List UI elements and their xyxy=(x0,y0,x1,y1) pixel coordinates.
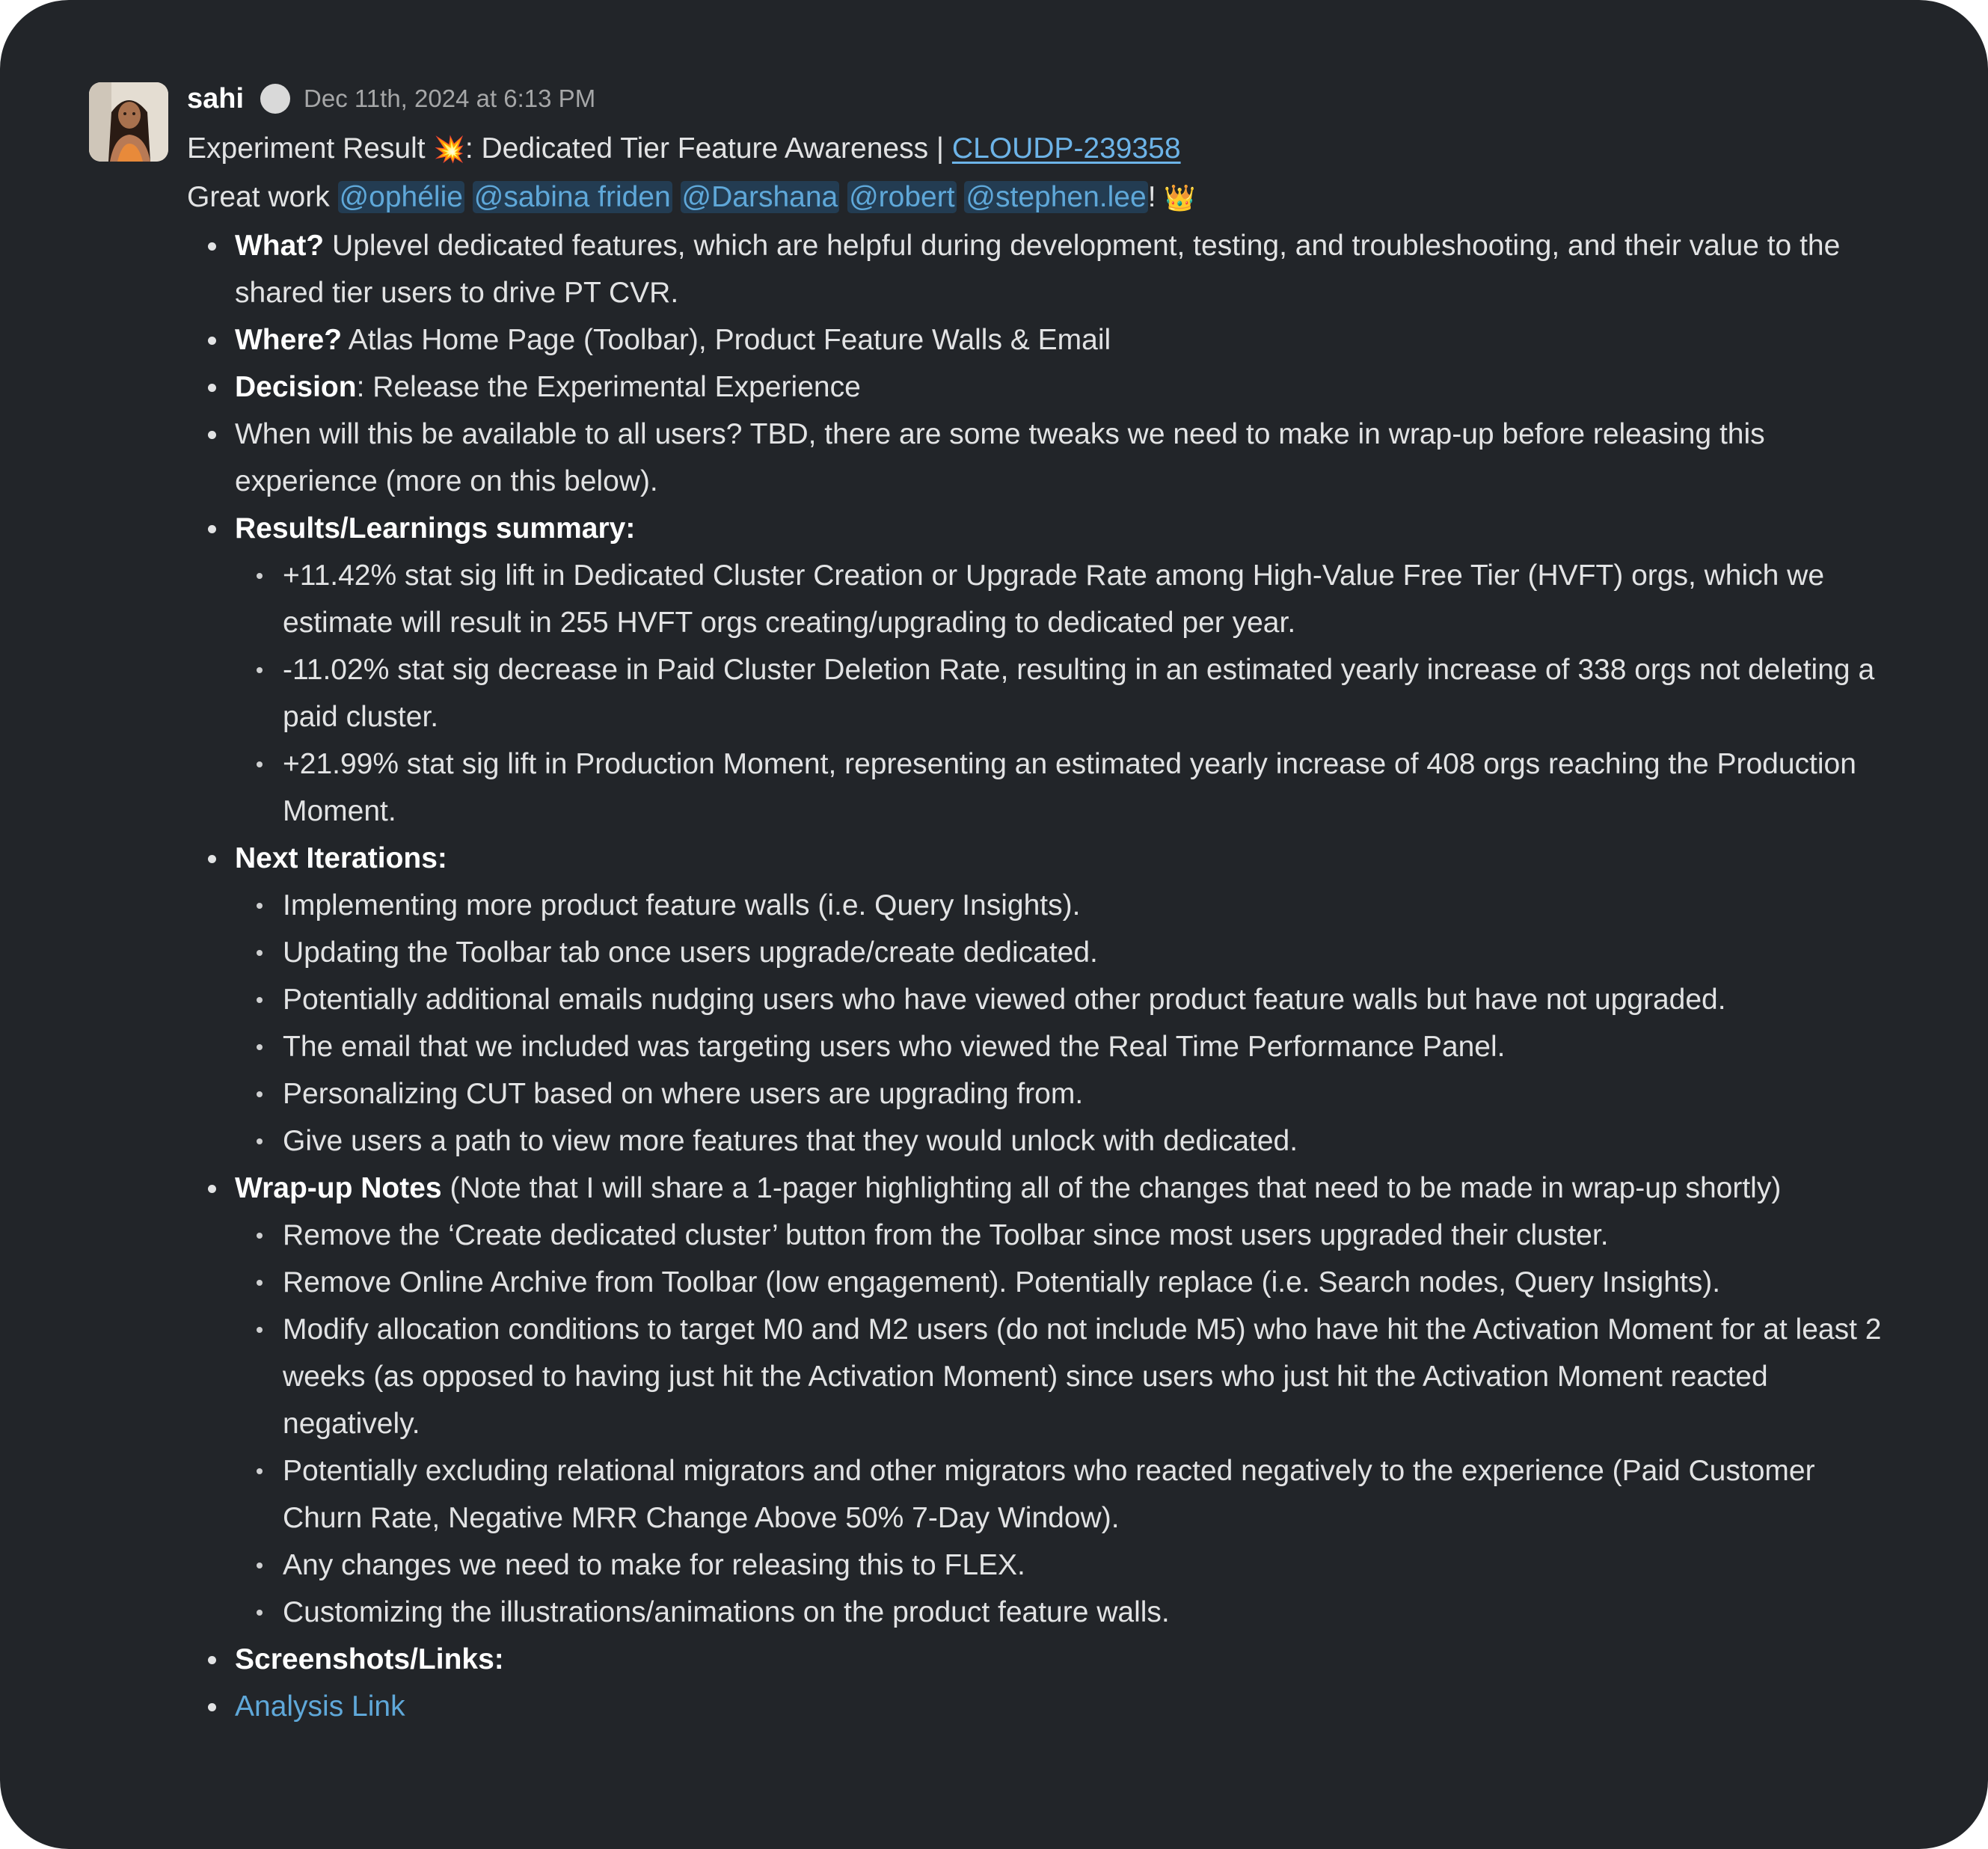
list-item: -11.02% stat sig decrease in Paid Cluster Deletion Rate, resulting in an estimated yearly increase of 338 orgs not deleting a paid cluster. xyxy=(235,646,1900,740)
list-item: +11.42% stat sig lift in Dedicated Cluster Creation or Upgrade Rate among High-Value Free Tier (HVFT) orgs, which we estimate will result in 255 HVFT orgs creating/upgrading to dedicated per year. xyxy=(235,552,1900,646)
results-list xyxy=(235,552,1900,835)
decision-label: Decision xyxy=(235,371,357,403)
summary-list xyxy=(187,222,1900,1730)
list-item: Any changes we need to make for releasing this to FLEX. xyxy=(235,1542,1900,1589)
list-item-results xyxy=(187,505,1900,835)
wrapup-label: Wrap-up Notes xyxy=(235,1172,442,1204)
decision-text: : Release the Experimental Experience xyxy=(356,371,861,403)
greeting-line xyxy=(187,174,1900,222)
presence-status-icon xyxy=(260,84,290,114)
mention-darshana[interactable]: @Darshana xyxy=(681,181,838,213)
avatar[interactable] xyxy=(89,82,168,162)
greeting-end: ! xyxy=(1147,181,1156,213)
author-name[interactable]: sahi xyxy=(187,82,245,114)
list-item: Potentially additional emails nudging users who have viewed other product feature walls but have not upgraded. xyxy=(235,976,1900,1023)
results-label: Results/Learnings summary: xyxy=(235,512,636,545)
list-item: The email that we included was targeting users who viewed the Real Time Performance Panel. xyxy=(235,1023,1900,1070)
list-item: Remove the ‘Create dedicated cluster’ button from the Toolbar since most users upgraded their cluster. xyxy=(235,1212,1900,1259)
list-item-analysis-link xyxy=(187,1683,1900,1730)
list-item: Potentially excluding relational migrators and other migrators who reacted negatively to the experience (Paid Customer Churn Rate, Negative MRR Change Above 50% 7-Day Window). xyxy=(235,1447,1900,1542)
list-item-availability xyxy=(187,411,1900,505)
wrapup-text: (Note that I will share a 1-pager highlighting all of the changes that need to be made in wrap-up shortly) xyxy=(441,1172,1782,1204)
mention-sabina-friden[interactable]: @sabina friden xyxy=(473,181,671,213)
list-item-decision xyxy=(187,364,1900,411)
next-iterations-label: Next Iterations: xyxy=(235,842,447,874)
list-item-where xyxy=(187,316,1900,364)
mention-ophelie[interactable]: @ophélie xyxy=(339,181,463,213)
list-item: Remove Online Archive from Toolbar (low engagement). Potentially replace (i.e. Search nodes, Query Insights). xyxy=(235,1259,1900,1306)
where-text: Atlas Home Page (Toolbar), Product Feature Walls & Email xyxy=(342,324,1111,356)
list-item: Updating the Toolbar tab once users upgrade/create dedicated. xyxy=(235,929,1900,976)
message-body xyxy=(187,125,1900,1730)
screenshots-label: Screenshots/Links: xyxy=(235,1643,504,1675)
avatar-image xyxy=(89,82,168,162)
collision-emoji-icon: 💥 xyxy=(433,135,465,164)
message-timestamp[interactable]: Dec 11th, 2024 at 6:13 PM xyxy=(304,85,596,112)
greeting-text: Great work xyxy=(187,181,338,213)
crown-emoji-icon: 👑 xyxy=(1164,184,1196,212)
title-prefix: Experiment Result xyxy=(187,132,434,165)
list-item: Give users a path to view more features that they would unlock with dedicated. xyxy=(235,1117,1900,1165)
message-header xyxy=(187,78,595,120)
wrapup-list xyxy=(235,1212,1900,1636)
list-item-next-iterations xyxy=(187,835,1900,1165)
list-item-what xyxy=(187,222,1900,316)
list-item: Customizing the illustrations/animations on the product feature walls. xyxy=(235,1589,1900,1636)
analysis-link[interactable]: Analysis Link xyxy=(235,1690,405,1723)
what-label: What? xyxy=(235,230,325,262)
availability-text: When will this be available to all users? TBD, there are some tweaks we need to make in wrap-up before releasing this experience (more on this below). xyxy=(235,418,1765,497)
list-item: +21.99% stat sig lift in Production Moment, representing an estimated yearly increase of 408 orgs reaching the Production Moment. xyxy=(235,740,1900,835)
mention-robert[interactable]: @robert xyxy=(849,181,955,213)
list-item: Modify allocation conditions to target M0 and M2 users (do not include M5) who have hit the Activation Moment for at least 2 weeks (as opposed to having just hit the Activation Moment) since users who just hit the Activation Moment reacted negatively. xyxy=(235,1306,1900,1447)
what-text: Uplevel dedicated features, which are helpful during development, testing, and troubleshooting, and their value to the shared tier users to drive PT CVR. xyxy=(235,230,1841,309)
list-item-wrapup xyxy=(187,1165,1900,1636)
message-title xyxy=(187,125,1900,174)
next-iterations-list xyxy=(235,882,1900,1165)
list-item: Implementing more product feature walls (i.e. Query Insights). xyxy=(235,882,1900,929)
mention-stephen-lee[interactable]: @stephen.lee xyxy=(966,181,1147,213)
ticket-link[interactable]: CLOUDP-239358 xyxy=(951,132,1181,165)
where-label: Where? xyxy=(235,324,343,356)
list-item-screenshots xyxy=(187,1636,1900,1683)
list-item: Personalizing CUT based on where users are upgrading from. xyxy=(235,1070,1900,1117)
title-middle: : Dedicated Tier Feature Awareness | xyxy=(464,132,952,165)
